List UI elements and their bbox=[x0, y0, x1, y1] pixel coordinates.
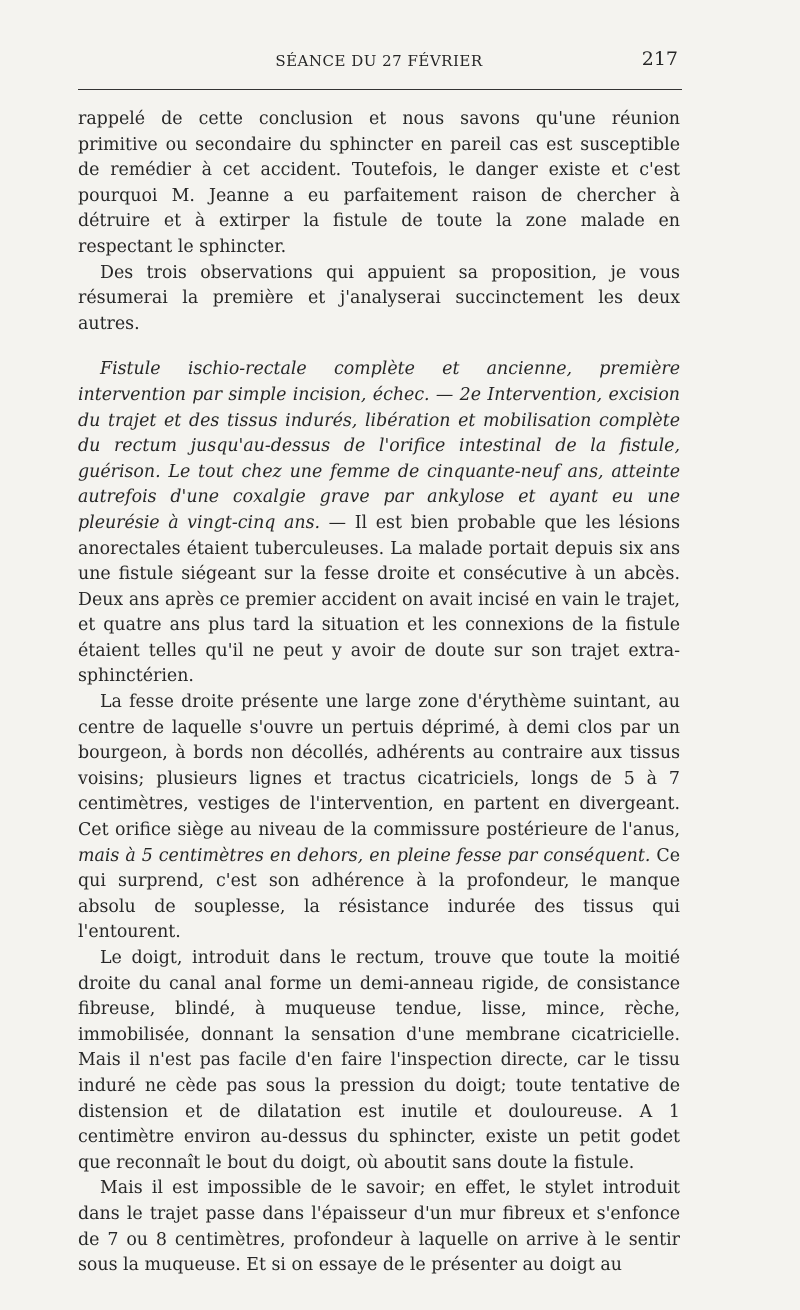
examination-emphasis: mais à 5 centimètres en dehors, en pleine fesse par conséquent. bbox=[78, 845, 651, 866]
paragraph-intro: Des trois observations qui appuient sa proposition, je vous résumerai la première et j'analyserai succinctement les deux autres. bbox=[78, 262, 680, 334]
em-dash: — bbox=[320, 512, 355, 533]
observation-title: Fistule ischio-rectale complète et ancienne, première intervention par simple incision, échec. — 2e Intervention, excision du trajet et des tissus indurés, libération et mobilisation complète du rectum jusqu'au-dessus de l'orifice intestinal de la fistule, guérison. Le tout chez une femme de cinquante-neuf ans, atteinte autrefois d'une coxalgie grave par ankylose et ayant eu une pleurésie à vingt-cinq ans. bbox=[78, 359, 680, 533]
page-number: 217 bbox=[641, 48, 678, 70]
header-rule bbox=[78, 89, 682, 90]
paragraph-digital-exam: Le doigt, introduit dans le rectum, trouve que toute la moitié droite du canal anal forme un demi-anneau rigide, de consistance fibreuse, blindé, à muqueuse tendue, lisse, mince, rèche, immobilisée, donnant la sensation d'une membrane cicatricielle. Mais il n'est pas facile d'en faire l'inspection directe, car le tissu induré ne cède pas sous la pression du doigt; toute tentative de distension et de dilatation est inutile et douloureuse. A 1 centimètre environ au-dessus du sphincter, existe un petit godet que reconnaît le bout du doigt, où aboutit sans doute la fistule. bbox=[78, 948, 680, 1173]
observation-text: Il est bien probable que les lésions anorectales étaient tuberculeuses. La malade portait depuis six ans une fistule siégeant sur la fesse droite et consécutive à un abcès. Deux ans après ce premier accident on avait incisé en vain le trajet, et quatre ans plus tard la situation et les connexions de la fistule étaient telles qu'il ne peut y avoir de doute sur son trajet extra-sphinctérien. bbox=[78, 512, 680, 687]
running-title: SÉANCE DU 27 FÉVRIER bbox=[275, 52, 483, 70]
paragraph-stylet: Mais il est impossible de le savoir; en effet, le stylet introduit dans le trajet passe dans l'épaisseur d'un mur fibreux et s'enfonce de 7 ou 8 centimètres, profondeur à laquelle on arrive à le sentir sous la muqueuse. Et si on essaye de le présenter au doigt au bbox=[78, 1178, 680, 1276]
page-header bbox=[78, 46, 680, 76]
body-text bbox=[78, 107, 680, 1279]
paragraph-observation bbox=[78, 357, 680, 690]
examination-text-end: Ce qui surprend, c'est son adhérence à la profondeur, le manque absolu de souplesse, la résistance indurée des tissus qui l'entourent. bbox=[78, 845, 680, 943]
paragraph-continuation: rappelé de cette conclusion et nous savons qu'une réunion primitive ou secondaire du sphincter en pareil cas est susceptible de remédier à cet accident. Toutefois, le danger existe et c'est pourquoi M. Jeanne a eu parfaitement raison de chercher à détruire et à extirper la fistule de toute la zone malade en respectant le sphincter. bbox=[78, 109, 680, 257]
paragraph-examination bbox=[78, 690, 680, 946]
examination-text-start: La fesse droite présente une large zone d'érythème suintant, au centre de laquelle s'ouvre un pertuis déprimé, à demi clos par un bourgeon, à bords non décollés, adhérents au contraire aux tissus voisins; plusieurs lignes et tractus cicatriciels, longs de 5 à 7 centimètres, vestiges de l'intervention, en partent en divergeant. Cet orifice siège au niveau de la commissure postérieure de l'anus, bbox=[78, 692, 680, 841]
